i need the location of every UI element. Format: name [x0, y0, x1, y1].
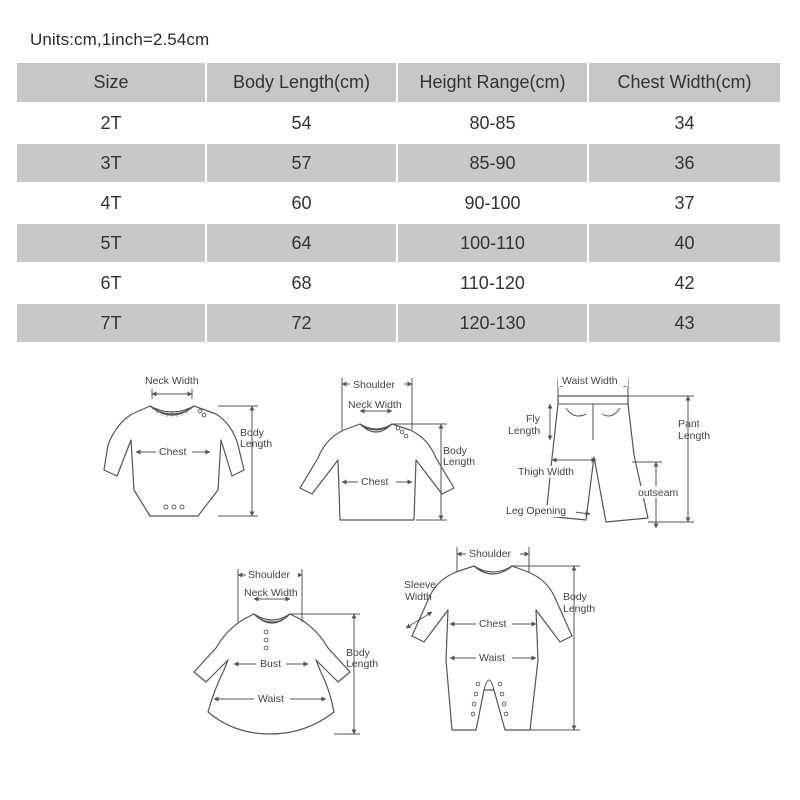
cell-size: 3T — [17, 144, 207, 184]
label-waist: Waist — [479, 652, 505, 664]
pants-outline — [546, 396, 648, 522]
label-waist: Waist — [258, 693, 284, 705]
label-neck-width: Neck Width — [145, 375, 199, 387]
cell-body-length: 57 — [207, 144, 398, 184]
cell-body-length: 60 — [207, 184, 398, 224]
label-length: Length — [563, 603, 596, 615]
label-leg-opening: Leg Opening — [506, 505, 567, 517]
cell-height-range: 110-120 — [398, 264, 589, 304]
cell-size: 7T — [17, 304, 207, 344]
label-body: Body — [346, 647, 370, 659]
cell-body-length: 54 — [207, 104, 398, 144]
label-shoulder: Shoulder — [353, 379, 396, 391]
label-pant: Pant — [678, 418, 700, 430]
dress-diagram — [194, 568, 378, 734]
cell-size: 4T — [17, 184, 207, 224]
label-length: Length — [240, 438, 273, 450]
column-header-chest-width: Chest Width(cm) — [589, 63, 780, 104]
label-waist-width: Waist Width — [562, 375, 618, 387]
cell-height-range: 120-130 — [398, 304, 589, 344]
label-shoulder: Shoulder — [469, 548, 512, 560]
cell-height-range: 85-90 — [398, 144, 589, 184]
cell-height-range: 80-85 — [398, 104, 589, 144]
column-header-height-range: Height Range(cm) — [398, 63, 589, 104]
units-note: Units:cm,1inch=2.54cm — [30, 30, 210, 49]
dress-outline — [194, 614, 350, 734]
top-outline — [300, 424, 454, 520]
cell-size: 5T — [17, 224, 207, 264]
bodysuit-diagram — [104, 375, 272, 516]
label-chest: Chest — [361, 476, 389, 488]
cell-size: 6T — [17, 264, 207, 304]
cell-height-range: 90-100 — [398, 184, 589, 224]
label-fly: Fly — [526, 413, 540, 425]
cell-body-length: 72 — [207, 304, 398, 344]
label-body: Body — [240, 427, 264, 439]
label-outseam: outseam — [638, 487, 679, 499]
label-pant-length: Length — [678, 430, 711, 442]
cell-chest-width: 40 — [589, 224, 780, 264]
cell-body-length: 64 — [207, 224, 398, 264]
label-chest: Chest — [479, 618, 507, 630]
cell-chest-width: 43 — [589, 304, 780, 344]
label-neck-width: Neck Width — [348, 399, 402, 411]
label-shoulder: Shoulder — [248, 569, 291, 581]
cell-height-range: 100-110 — [398, 224, 589, 264]
label-neck-width: Neck Width — [244, 587, 298, 599]
top-diagram — [300, 377, 475, 520]
cell-size: 2T — [17, 104, 207, 144]
column-header-body-length: Body Length(cm) — [207, 63, 398, 104]
cell-body-length: 68 — [207, 264, 398, 304]
label-chest: Chest — [159, 446, 187, 458]
label-length: Length — [443, 456, 476, 468]
label-sleeve-width: Width — [405, 591, 432, 603]
bodysuit-outline — [104, 406, 244, 516]
label-bust: Bust — [260, 658, 282, 670]
romper-diagram — [404, 547, 595, 730]
column-header-size: Size — [17, 63, 207, 104]
label-length: Length — [346, 658, 379, 670]
cell-chest-width: 36 — [589, 144, 780, 184]
cell-chest-width: 42 — [589, 264, 780, 304]
label-body: Body — [443, 445, 467, 457]
label-fly-length: Length — [508, 425, 541, 437]
label-thigh-width: Thigh Width — [518, 466, 575, 478]
cell-chest-width: 37 — [589, 184, 780, 224]
label-body: Body — [563, 591, 587, 603]
cell-chest-width: 34 — [589, 104, 780, 144]
label-sleeve: Sleeve — [404, 579, 437, 591]
pants-diagram — [506, 374, 710, 528]
